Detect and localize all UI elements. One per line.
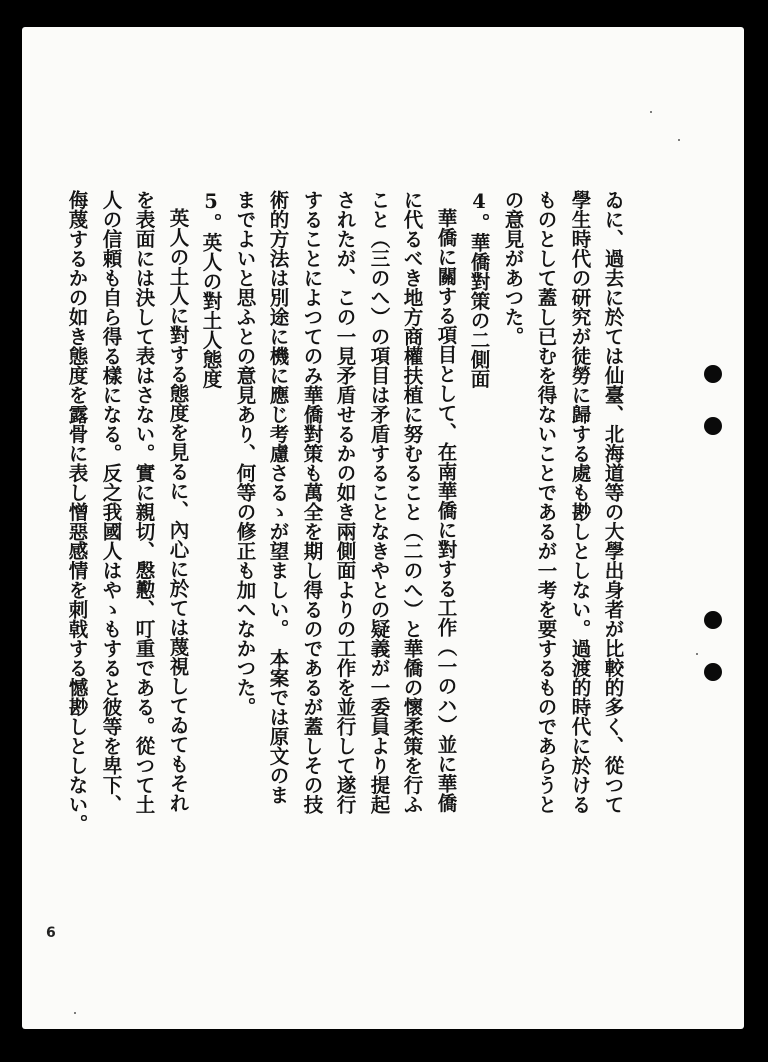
text-column-16: 人の信頼も自ら得る樣になる。反之我國人はやゝもすると彼等を卑下、 bbox=[99, 190, 123, 814]
text-column-1: ゐに、過去に於ては仙臺、北海道等の大學出身者が比較的多く、從つて bbox=[601, 190, 625, 814]
scan-speck bbox=[74, 1012, 76, 1014]
binding-hole-4 bbox=[704, 663, 722, 681]
text-column-4: の意見があつた。 bbox=[501, 190, 525, 346]
document-page bbox=[22, 27, 744, 1029]
text-column-17: 侮蔑するかの如き態度を露骨に表し憎惡感情を刺戟する憾尠しとしない。 bbox=[65, 190, 89, 834]
binding-hole-2 bbox=[704, 417, 722, 435]
text-column-3: ものとして蓋し已むを得ないことであるが一考を要するものであらうと bbox=[534, 190, 558, 814]
scan-speck bbox=[696, 653, 698, 655]
text-column-12: までよいと思ふとの意見あり、何等の修正も加へなかつた。 bbox=[233, 190, 257, 717]
scan-speck bbox=[678, 139, 680, 141]
text-column-11: 術的方法は別途に機に應じ考慮さるゝが望ましい。 本案では原文のま bbox=[266, 190, 290, 805]
section-heading-5: 5。英人の對土人態度 bbox=[199, 190, 223, 389]
section-heading-4: 4。華僑對策の二側面 bbox=[467, 190, 491, 389]
text-column-9: されたが、この一見矛盾せるかの如き兩側面よりの工作を並行して遂行 bbox=[333, 190, 357, 814]
text-column-14: 英人の土人に對する態度を見るに、內心に於ては蔑視してゐてもそれ bbox=[166, 208, 190, 813]
page-number: 6 bbox=[46, 925, 56, 941]
binding-hole-3 bbox=[704, 611, 722, 629]
scan-speck bbox=[650, 111, 652, 113]
text-column-2: 學生時代の研究が徒勞に歸する處も尠しとしない。過渡的時代に於ける bbox=[568, 190, 592, 814]
binding-hole-1 bbox=[704, 365, 722, 383]
text-column-8: こと（三のへ）の項目は矛盾することなきやとの疑義が一委員より提起 bbox=[367, 190, 391, 814]
text-column-7: に代るべき地方商權扶植に努むること（二のへ）と華僑の懷柔策を行ふ bbox=[400, 190, 424, 814]
text-column-6: 華僑に關する項目として、在南華僑に對する工作（一のハ）並に華僑 bbox=[434, 208, 458, 813]
text-column-10: することによつてのみ華僑對策も萬全を期し得るのであるが蓋しその技 bbox=[300, 190, 324, 814]
text-column-15: を表面には決して表はさない。實に親切、慇懃、叮重である。從つて土 bbox=[132, 190, 156, 814]
